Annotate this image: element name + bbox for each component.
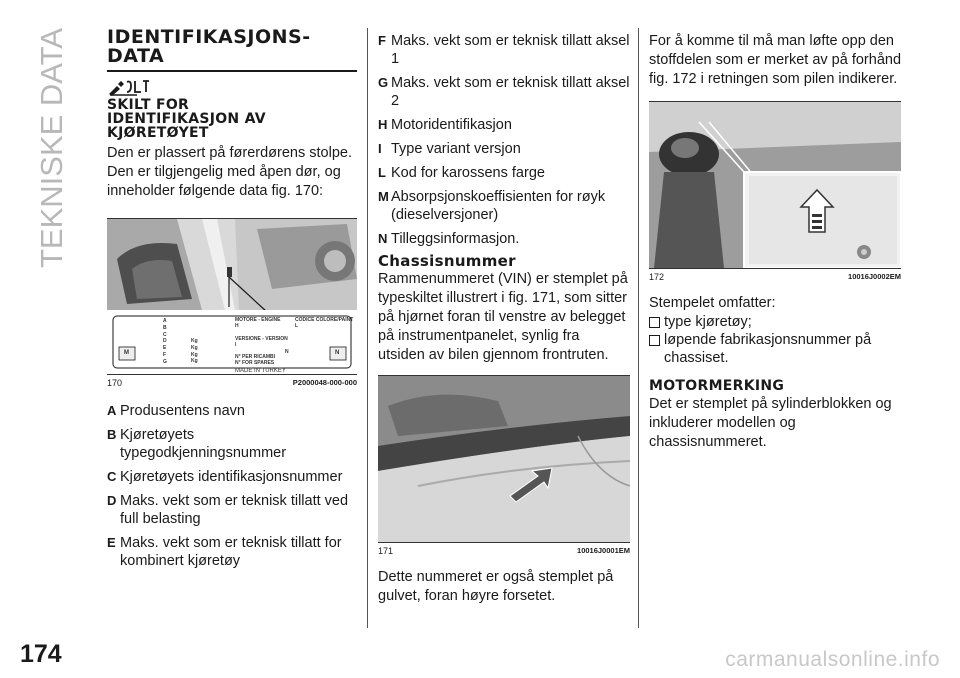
column-divider [638, 28, 639, 628]
plate-m-box: M [124, 350, 129, 356]
figure-171-caption [378, 543, 630, 556]
list-item: G Maks. vekt som er teknisk tillatt aksel 2 [378, 75, 630, 109]
figure-number: 172 [649, 272, 665, 282]
stamp-contents-list [649, 313, 901, 367]
figure-172 [649, 101, 901, 282]
figure-170-image [107, 218, 357, 375]
figure-172-image [649, 101, 901, 269]
list-item: E Maks. vekt som er teknisk tillatt for kombinert kjøretøy [107, 535, 342, 569]
checkbox-bullet-icon [649, 317, 660, 328]
section-side-title [22, 28, 82, 269]
engine-marking-heading: MOTORMERKING [649, 378, 785, 394]
column-divider [367, 28, 368, 628]
page-number: 174 [20, 640, 62, 668]
stamp-contents-text: Stempelet omfatter: [649, 295, 776, 311]
list-item: D Maks. vekt som er teknisk tillatt ved full belasting [107, 493, 349, 527]
column-1 [107, 28, 357, 576]
list-item: løpende fabrikasjonsnummer på chassiset. [649, 331, 901, 367]
plate-intro-text: Den er plassert på førerdørens stolpe. Den er tilgjengelig med åpen dør, og inneholder følgende data fig. 170: [107, 145, 352, 199]
figure-171-image [378, 375, 630, 543]
heading-rule [107, 70, 357, 72]
plate-spares-label: N° PER RICAMBI [235, 354, 276, 360]
access-text: For å komme til må man løfte opp den stoffdelen som er merket av på forhånd fig. 172 i retningen som pilen indikerer. [649, 33, 902, 87]
figure-code: 10016J0001EM [577, 546, 630, 555]
column-3 [649, 32, 901, 452]
id-plate: A B C D E F G Kg Kg Kg Kg MOTORE - ENGINE H VERSIONE - VERSION I N° PER RICAMBI N° FOR SPARES MADE IN TURKEY CODICE COLORE/PAINT L N M N [124, 317, 354, 374]
plate-made-in: MADE IN TURKEY [235, 368, 286, 374]
figure-code: 10016J0002EM [848, 272, 901, 281]
figure-code: P2000048-000-000 [292, 378, 357, 387]
chassis-floor-text: Dette nummeret er også stemplet på gulvet, foran høyre forsetet. [378, 569, 614, 604]
figure-number: 171 [378, 546, 394, 556]
list-item: A Produsentens navn [107, 403, 245, 419]
list-item: C Kjøretøyets identifikasjonsnummer [107, 469, 343, 485]
plate-letters: A B C D E F G [163, 318, 167, 365]
list-item: H Motoridentifikasjon [378, 117, 512, 133]
figure-172-caption [649, 269, 901, 282]
list-item: I Type variant versjon [378, 141, 521, 157]
list-item: L Kod for karossens farge [378, 165, 545, 181]
plate-n-box: N [335, 350, 340, 356]
chassis-text: Rammenummeret (VIN) er stemplet på typeskiltet illustrert i fig. 171, som sitter på hjørnet foran til venstre av belegget på instrumentpanelet, synlig fra utsiden av bilen gjennom frontruten. [378, 271, 628, 363]
figure-170 [107, 218, 357, 388]
engine-marking-text: Det er stemplet på sylinderblokken og inkluderer modellen og chassisnummeret. [649, 396, 892, 450]
checkbox-bullet-icon [649, 335, 660, 346]
plate-version-label: VERSIONE - VERSION [235, 336, 288, 342]
plate-color-label: CODICE COLORE/PAINT [295, 317, 354, 323]
plate-subheading: SKILT FOR IDENTIFIKASJON AV KJØRETØYET [107, 97, 266, 141]
figure-170-caption [107, 375, 357, 388]
column-2 [378, 32, 630, 606]
main-heading: IDENTIFIKASJONS-DATA [107, 26, 311, 67]
list-item: type kjøretøy; [649, 313, 901, 331]
list-item: M Absorpsjonskoeffisienten for røyk (dieselversjoner) [378, 189, 606, 223]
figure-number: 170 [107, 378, 123, 388]
figure-171 [378, 375, 630, 556]
list-item: N Tilleggsinformasjon. [378, 231, 520, 247]
watermark: carmanualsonline.info [725, 648, 940, 671]
plate-legend-list-continued [378, 32, 630, 248]
plate-motor-label: MOTORE - ENGINE [235, 317, 281, 323]
list-item: F Maks. vekt som er teknisk tillatt aksel 1 [378, 33, 630, 67]
edit-icon [107, 78, 357, 96]
list-item: B Kjøretøyets typegodkjenningsnummer [107, 427, 287, 461]
section-title-text: TEKNISKE DATA [34, 28, 69, 269]
plate-legend-list [107, 402, 357, 570]
plate-kg: Kg Kg Kg Kg [191, 338, 198, 365]
chassis-heading: Chassisnummer [378, 252, 516, 270]
